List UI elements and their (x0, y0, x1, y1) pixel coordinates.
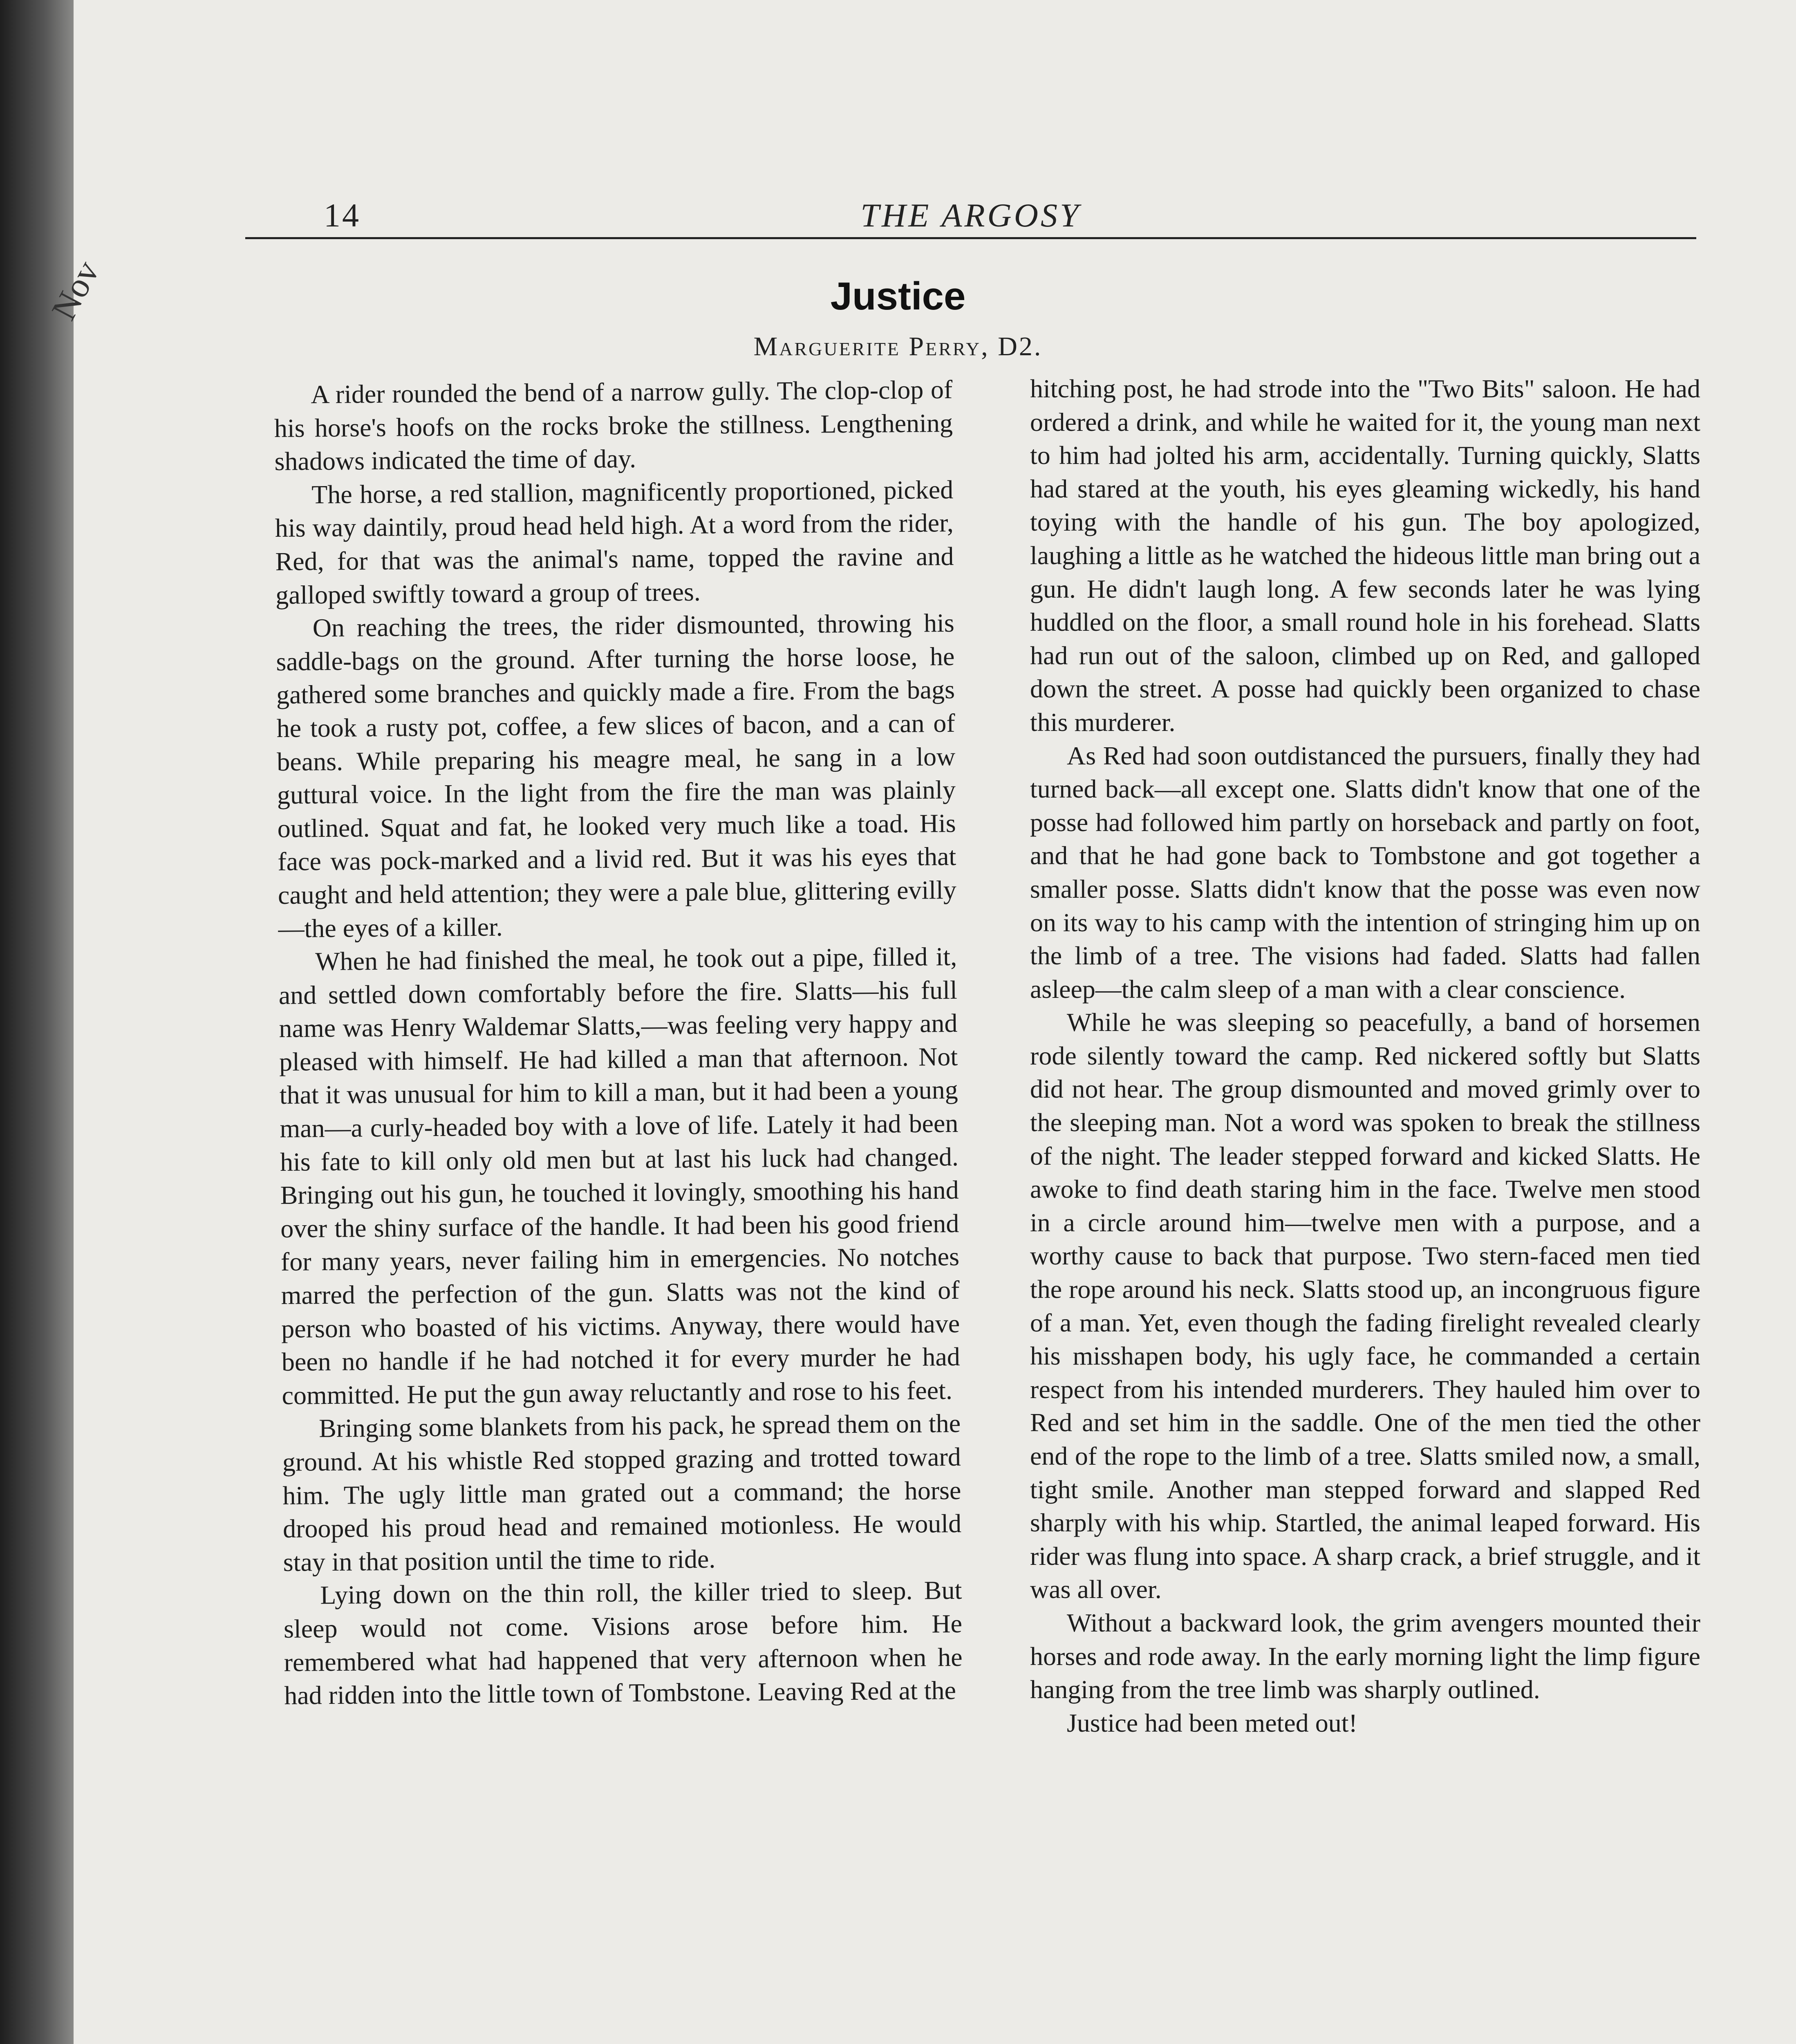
page-number: 14 (324, 197, 361, 234)
paragraph: While he was sleeping so peacefully, a band of horsemen rode silently toward the camp. Red nickered softly but Slatts did not hear. The group dismounted and moved grimly over to the sleeping man. Not a word was spoken to break the stillness of the night. The leader stepped forward and kicked Slatts. He awoke to find death staring him in the face. Twelve men stood in a circle around him—twelve men with a purpose, and a worthy cause to back that purpose. Two stern-faced men tied the rope around his neck. Slatts stood up, an incongruous figure of a man. Yet, even though the fading firelight revealed clearly his misshapen body, his ugly face, he commanded a certain respect from his intended murderers. They hauled him over to Red and set him in the saddle. One of the men tied the other end of the rope to the limb of a tree. Slatts smiled now, a small, tight smile. Another man stepped forward and slapped Red sharply with his whip. Startled, the animal leaped forward. His rider was flung into space. A sharp crack, a brief struggle, and it was all over. (1030, 1008, 1700, 1604)
running-title: THE ARGOSY (860, 197, 1081, 234)
article-byline: Marguerite Perry, D2. (753, 332, 1043, 361)
paragraph: The horse, a red stallion, magnificently proportioned, picked his way daintily, proud head held high. At a word from the rider, Red, for that was the animal's name, topped the ravine and galloped swiftly toward a group of trees. (275, 475, 954, 610)
paragraph: When he had finished the meal, he took out a pipe, filled it, and settled down comfortably before the fire. Slatts—his full name was Henry Waldemar Slatts,—was feeling very happy and pleased with himself. He had killed a man that afternoon. Not that it was unusual for him to kill a man, but it had been a young man—a curly-headed boy with a love of life. Lately it had been his fate to kill only old men but at last his luck had changed. Bringing out his gun, he touched it lovingly, smoothing his hand over the shiny surface of the handle. It had been his good friend for many years, never failing him in emergencies. No notches marred the perfection of the gun. Slatts was not the kind of person who boasted of his victims. Anyway, there would have been no handle if he had notched it for every murder he had committed. He put the gun away reluctantly and rose to his feet. (278, 942, 961, 1410)
paragraph: A rider rounded the bend of a narrow gully. The clop-clop of his horse's hoofs on the rocks broke the stillness. Lengthening shadows indicated the time of day. (274, 374, 953, 476)
margin-note: Nov (43, 254, 107, 326)
paragraph: Justice had been meted out! (1067, 1708, 1357, 1737)
paragraph: Without a backward look, the grim avengers mounted their horses and rode away. In the early morning light the limp figure hanging from the tree limb was sharply outlined. (1030, 1608, 1700, 1704)
article-title: Justice (830, 274, 966, 318)
left-column (274, 373, 963, 1712)
paragraph: On reaching the trees, the rider dismounted, throwing his saddle-bags on the ground. After turning the horse loose, he gathered some branches and quickly made a fire. From the bags he took a rusty pot, coffee, a few slices of bacon, and a can of beans. While preparing his meagre meal, he sang in a low guttural voice. In the light from the fire the man was plainly outlined. Squat and fat, he looked very much like a toad. His face was pock-marked and a livid red. But it was his eyes that caught and held attention; they were a pale blue, glittering evilly—the eyes of a killer. (276, 608, 957, 943)
paragraph: Bringing some blankets from his pack, he spread them on the ground. At his whistle Red stopped grazing and trotted toward him. The ugly little man grated out a command; the horse drooped his proud head and remained motionless. He would stay in that position until the time to ride. (282, 1409, 962, 1577)
paragraph: As Red had soon outdistanced the pursuers, finally they had turned back—all except one. Slatts didn't know that one of the posse had followed him partly on horseback and partly on foot, and that he had gone back to Tombstone and got together a smaller posse. Slatts didn't know that the posse was even now on its way to his camp with the intention of stringing him up on the limb of a tree. The visions had faded. Slatts had fallen asleep—the calm sleep of a man with a clear conscience. (1030, 741, 1700, 1004)
page-header (245, 192, 1696, 239)
right-column (1030, 372, 1700, 1739)
paragraph-continuation: hitching post, he had strode into the "Two Bits" saloon. He had ordered a drink, and while he waited for it, the young man next to him had jolted his arm, accidentally. Turning quickly, Slatts had stared at the youth, his eyes gleaming wickedly, his hand toying with the handle of his gun. The boy apologized, laughing a little as he watched the hideous little man bring out a gun. He didn't laugh long. A few seconds later he was lying huddled on the floor, a small round hole in his forehead. Slatts had run out of the saloon, climbed up on Red, and galloped down the street. A posse had quickly been organized to chase this murderer. (1030, 374, 1700, 737)
paragraph: Lying down on the thin roll, the killer tried to sleep. But sleep would not come. Visions arose before him. He remembered what had happened that very afternoon when he had ridden into the little town of Tombstone. Leaving Red at the (283, 1576, 963, 1710)
